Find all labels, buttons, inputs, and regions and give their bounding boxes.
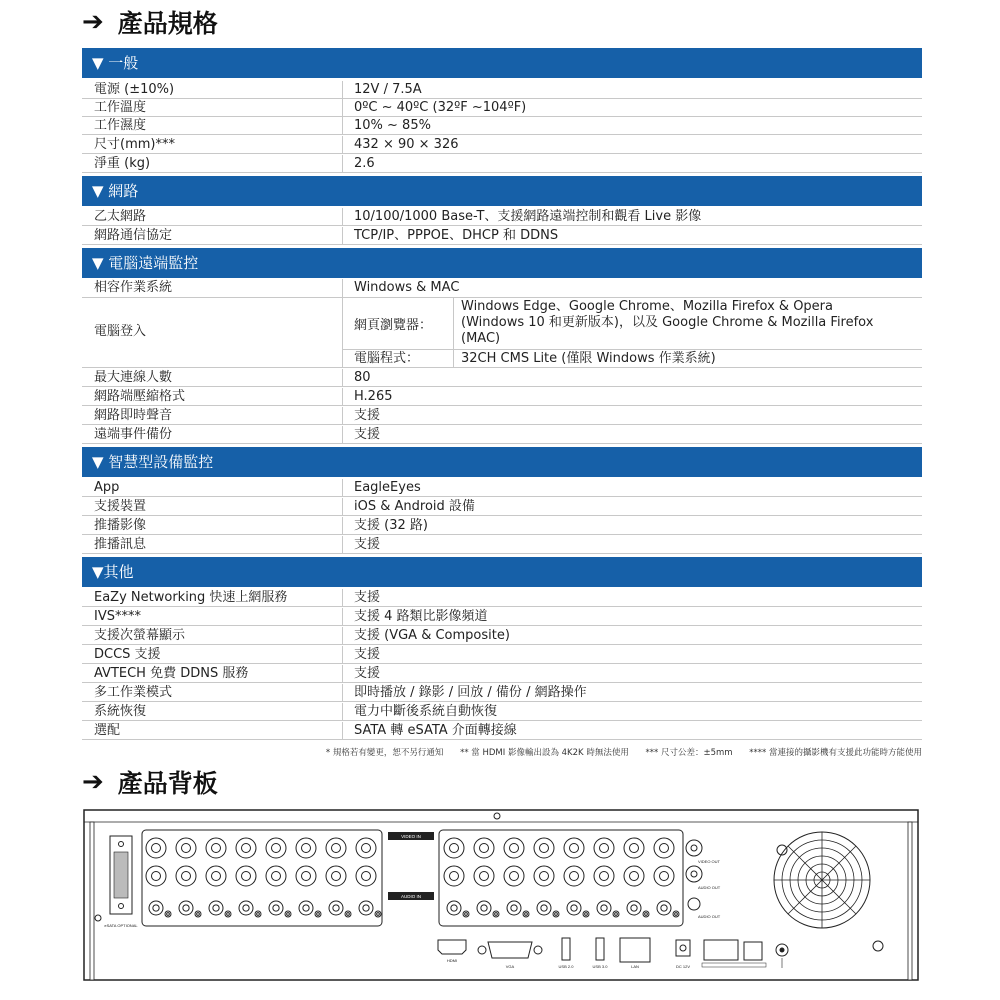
spec-label: 網路即時聲音 — [94, 408, 173, 423]
table-row — [82, 117, 922, 135]
browser-line: (Windows 10 和更新版本)，以及 Google Chrome & Mozilla Firefox — [461, 315, 874, 330]
video-in-label: VIDEO IN — [401, 834, 421, 839]
table-row — [82, 665, 922, 683]
spec-value: 80 — [354, 370, 371, 385]
spec-label: IVS**** — [94, 609, 141, 624]
spec-label: 網路端壓縮格式 — [94, 389, 186, 404]
spec-value: 2.6 — [354, 156, 375, 171]
table-row — [82, 536, 922, 554]
browser-list — [461, 299, 873, 347]
usb-a-label: USB 2.0 — [558, 964, 574, 969]
table-row — [82, 99, 922, 117]
table-row — [82, 703, 922, 721]
fan-grille — [774, 832, 870, 928]
spec-value: 10% ~ 85% — [354, 118, 431, 133]
rear-title: 產品背板 — [117, 769, 218, 798]
table-row — [82, 426, 922, 444]
spec-label: 支援次螢幕顯示 — [94, 628, 186, 643]
program-label: 電腦程式： — [354, 351, 420, 366]
spec-value: 支援 — [354, 408, 381, 423]
rear-panel-diagram — [82, 808, 922, 984]
spec-value: 電力中斷後系統自動恢復 — [354, 704, 498, 719]
table-row — [82, 479, 922, 497]
footnote: *** 尺寸公差：±5mm — [645, 748, 733, 758]
footnote: **** 當連接的攝影機有支援此功能時方能使用 — [749, 748, 922, 758]
table-row — [82, 407, 922, 425]
table-row — [82, 722, 922, 740]
program-value: 32CH CMS Lite (僅限 Windows 作業系統) — [461, 351, 716, 366]
audio-out-label: AUDIO OUT — [698, 885, 721, 890]
video-out-label: VIDEO OUT — [698, 859, 721, 864]
table-row — [82, 684, 922, 702]
spec-label: 乙太網路 — [94, 209, 147, 224]
table-row — [82, 155, 922, 173]
browser-label: 網頁瀏覽器： — [354, 318, 433, 333]
table-row — [82, 81, 922, 99]
section-network-header[interactable]: ▼ 網路 — [82, 176, 922, 206]
spec-value: 支援 — [354, 590, 381, 605]
spec-value: 支援 — [354, 647, 381, 662]
spec-label: AVTECH 免費 DDNS 服務 — [94, 666, 249, 681]
spec-label: 網路通信協定 — [94, 228, 173, 243]
table-row — [82, 369, 922, 387]
usb-b-label: USB 3.0 — [592, 964, 608, 969]
table-row — [82, 627, 922, 645]
spec-label: 推播影像 — [94, 518, 147, 533]
table-row — [82, 646, 922, 664]
spec-label: 相容作業系統 — [94, 280, 173, 295]
audio-in-label: AUDIO IN — [400, 894, 422, 899]
spec-value: 12V / 7.5A — [354, 82, 422, 97]
table-row — [82, 517, 922, 535]
vga-label: VGA — [505, 964, 515, 969]
arrow-right-icon: ➔ — [82, 7, 104, 37]
spec-value: iOS & Android 設備 — [354, 499, 475, 514]
spec-value: TCP/IP、PPPOE、DHCP 和 DDNS — [354, 228, 559, 243]
audio-out-label-2: AUDIO OUT — [698, 914, 721, 919]
spec-label: 電腦登入 — [94, 324, 147, 339]
table-row — [82, 136, 922, 154]
spec-label: 系統恢復 — [94, 704, 147, 719]
spec-label: 支援裝置 — [94, 499, 147, 514]
table-row — [82, 608, 922, 626]
spec-label: 尺寸(mm)*** — [94, 137, 175, 152]
footnote: * 規格若有變更，恕不另行通知 — [325, 748, 444, 758]
section-pc-header[interactable]: ▼ 電腦遠端監控 — [82, 248, 922, 278]
browser-line: (MAC) — [461, 331, 501, 346]
spec-label: 推播訊息 — [94, 537, 147, 552]
spec-value: 支援 — [354, 666, 381, 681]
table-row — [82, 388, 922, 406]
spec-value: H.265 — [354, 389, 393, 404]
rear-heading — [82, 764, 218, 800]
spec-label: App — [94, 480, 120, 495]
spec-value: 432 × 90 × 326 — [354, 137, 459, 152]
spec-label: 遠端事件備份 — [94, 427, 173, 442]
esata-label: eSATA OPTIONAL — [104, 923, 138, 928]
table-row — [82, 279, 922, 298]
lan-label: LAN — [631, 964, 639, 969]
table-row — [82, 498, 922, 516]
spec-value: 支援 — [354, 537, 381, 552]
spec-label: EaZy Networking 快速上網服務 — [94, 590, 288, 605]
table-row — [82, 208, 922, 226]
spec-value: EagleEyes — [354, 480, 421, 495]
section-smart-header[interactable]: ▼ 智慧型設備監控 — [82, 447, 922, 477]
footnotes — [82, 746, 922, 758]
spec-label: DCCS 支援 — [94, 647, 161, 662]
spec-value: 10/100/1000 Base-T、支援網路遠端控制和觀看 Live 影像 — [354, 209, 702, 224]
pc-login-row — [82, 298, 922, 368]
spec-value: Windows & MAC — [354, 280, 460, 295]
spec-value: 支援 (32 路) — [354, 518, 428, 533]
browser-line: Windows Edge、Google Chrome、Mozilla Firefox & Opera — [461, 299, 833, 314]
spec-label: 多工作業模式 — [94, 685, 173, 700]
spec-value: 即時播放 / 錄影 / 回放 / 備份 / 網路操作 — [354, 685, 587, 700]
section-other-header[interactable]: ▼其他 — [82, 557, 922, 587]
spec-value: SATA 轉 eSATA 介面轉接線 — [354, 723, 517, 738]
specs-title: 產品規格 — [117, 9, 218, 38]
arrow-right-icon: ➔ — [82, 767, 104, 797]
section-general-header[interactable]: ▼ 一般 — [82, 48, 922, 78]
footnote: ** 當 HDMI 影像輸出設為 4K2K 時無法使用 — [460, 748, 629, 758]
spec-value: 支援 (VGA & Composite) — [354, 628, 510, 643]
table-row — [82, 227, 922, 245]
specs-heading — [82, 4, 218, 40]
spec-label: 選配 — [94, 723, 121, 738]
spec-label: 工作濕度 — [94, 118, 147, 133]
hdmi-label: HDMI — [446, 958, 458, 963]
spec-value: 0ºC ~ 40ºC (32ºF ~104ºF) — [354, 100, 527, 115]
table-row — [82, 589, 922, 607]
spec-value: 支援 4 路類比影像頻道 — [354, 609, 488, 624]
spec-label: 淨重 (kg) — [94, 156, 151, 171]
dc-label: DC 12V — [675, 964, 691, 969]
spec-label: 電源 (±10%) — [94, 82, 175, 97]
spec-label: 工作溫度 — [94, 100, 147, 115]
spec-value: 支援 — [354, 427, 381, 442]
spec-label: 最大連線人數 — [94, 370, 173, 385]
